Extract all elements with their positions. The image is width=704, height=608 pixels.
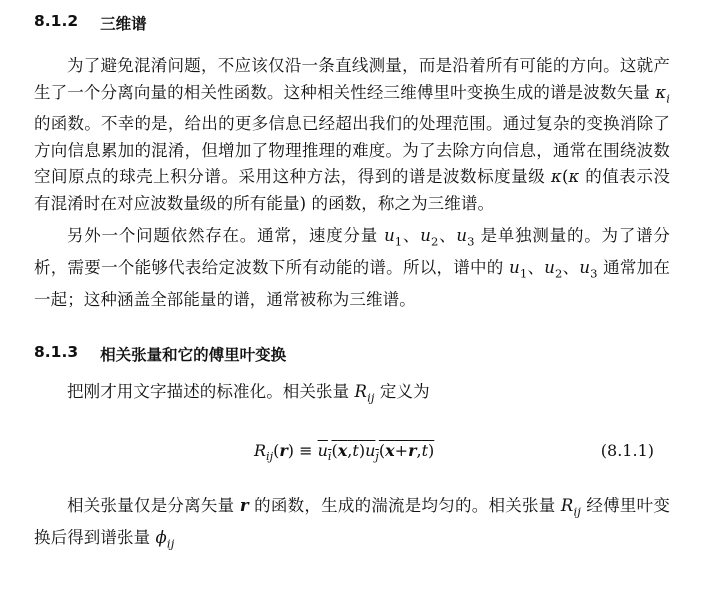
separator: 、 (527, 258, 545, 278)
section-title: 三维谱 (100, 15, 147, 33)
paragraph-3 (34, 379, 670, 411)
eq-r-vector: r (279, 441, 288, 461)
p4-text-1: 相关张量仅是分离矢量 (67, 496, 240, 516)
eq-r-vector: r (408, 441, 417, 461)
u-symbol: u (544, 258, 555, 278)
r-vector: r (239, 496, 249, 516)
eq-paren-open: ( (273, 441, 280, 461)
eq-u: u (365, 441, 376, 461)
p4-text-3: 经傅里叶变换后得到谱张量 (34, 496, 670, 547)
p1-text-4: 的值表示没有混淆时在对应波数量级的所有能量) 的函数，称之为三维谱。 (34, 167, 670, 213)
u-symbol: u (420, 226, 431, 246)
u-sub-2: 2 (430, 234, 439, 249)
p2-text-3: 通常加在一起；这种涵盖全部能量的谱，通常被称为三维谱。 (34, 258, 670, 309)
separator: 、 (562, 258, 580, 278)
u-symbol: u (384, 226, 395, 246)
eq-comma: , (416, 441, 422, 461)
phi-subscript: ij (166, 536, 175, 551)
eq-paren-open: ( (331, 441, 338, 461)
separator: 、 (402, 226, 421, 246)
kappa-subscript: i (666, 90, 670, 105)
eq-R-sub: ij (266, 450, 274, 464)
paragraph-4 (34, 493, 670, 557)
eq-u: u (317, 441, 328, 461)
eq-comma: , (347, 441, 353, 461)
eq-R: R (254, 441, 267, 461)
eq-u-sub-i: i (327, 450, 332, 464)
section-heading-8-1-2 (34, 12, 670, 34)
p1-text-2: 的函数。不幸的是，给出的更多信息已经超出我们的处理范围。通过复杂的变换消除了方向信息累加的混淆，但增加了物理推理的难度。为了去除方向信息，通常在围绕波数空间原点的球壳上积分谱。采用这种方法，得到的谱是波数标度量级 (34, 114, 670, 187)
p2-text-1: 另外一个问题依然存在。通常，速度分量 (67, 226, 385, 246)
u-sub-1: 1 (519, 266, 528, 281)
R-subscript: ij (367, 390, 375, 405)
section-number: 8.1.3 (34, 343, 79, 362)
u-sub-2: 2 (554, 266, 563, 281)
u-sub-3: 3 (590, 266, 598, 281)
u-symbol: u (456, 226, 468, 246)
equation-8-1-1 (34, 433, 670, 473)
eq-u-sub-j: j (375, 450, 379, 464)
p2-text-2: 是单独测量的。为了谱分析，需要一个能够代表给定波数下所有动能的谱。所以，谱中的 (34, 226, 670, 278)
eq-paren-close: ) (428, 441, 435, 461)
equation-number: (8.1.1) (600, 441, 654, 461)
paragraph-2 (34, 223, 670, 313)
section-title: 相关张量和它的傅里叶变换 (100, 346, 287, 365)
phi-symbol: ϕ (155, 527, 167, 547)
R-symbol: R (354, 382, 368, 402)
eq-rhs-average (317, 441, 435, 464)
section-heading-8-1-3 (34, 343, 670, 365)
R-subscript: ij (573, 504, 581, 519)
section-number: 8.1.2 (34, 12, 79, 30)
p3-text-1: 把刚才用文字描述的标准化。相关张量 (67, 382, 355, 402)
p1-text-3: ( (561, 167, 569, 187)
p3-text-2: 定义为 (374, 382, 430, 402)
eq-t: t (352, 441, 359, 461)
eq-t: t (421, 441, 429, 461)
separator: 、 (438, 226, 457, 246)
eq-paren-close: ) (358, 441, 366, 461)
R-symbol: R (560, 496, 574, 516)
u-sub-1: 1 (394, 234, 403, 249)
eq-x-vector: x (385, 441, 395, 461)
p1-text-1: 为了避免混淆问题，不应该仅沿一条直线测量，而是沿着所有可能的方向。这就产生了一个分离向量的相关性函数。这种相关性经三维傅里叶变换生成的谱是波数矢量 (34, 56, 670, 102)
eq-paren-close: ) (287, 441, 295, 461)
u-symbol: u (579, 258, 591, 278)
p4-text-2: 的函数，生成的湍流是均匀的。相关张量 (248, 496, 561, 516)
kappa-symbol-2: κ (551, 167, 562, 187)
eq-equiv: ≡ (294, 441, 318, 461)
u-symbol: u (509, 258, 520, 278)
kappa-symbol: κ (655, 82, 667, 102)
kappa-symbol-3: κ (568, 167, 580, 187)
eq-paren-open: ( (378, 441, 386, 461)
eq-plus: + (394, 441, 409, 461)
paragraph-1 (34, 53, 670, 217)
u-sub-3: 3 (467, 234, 475, 249)
equation-body (254, 441, 434, 463)
eq-x-vector: x (337, 441, 348, 461)
